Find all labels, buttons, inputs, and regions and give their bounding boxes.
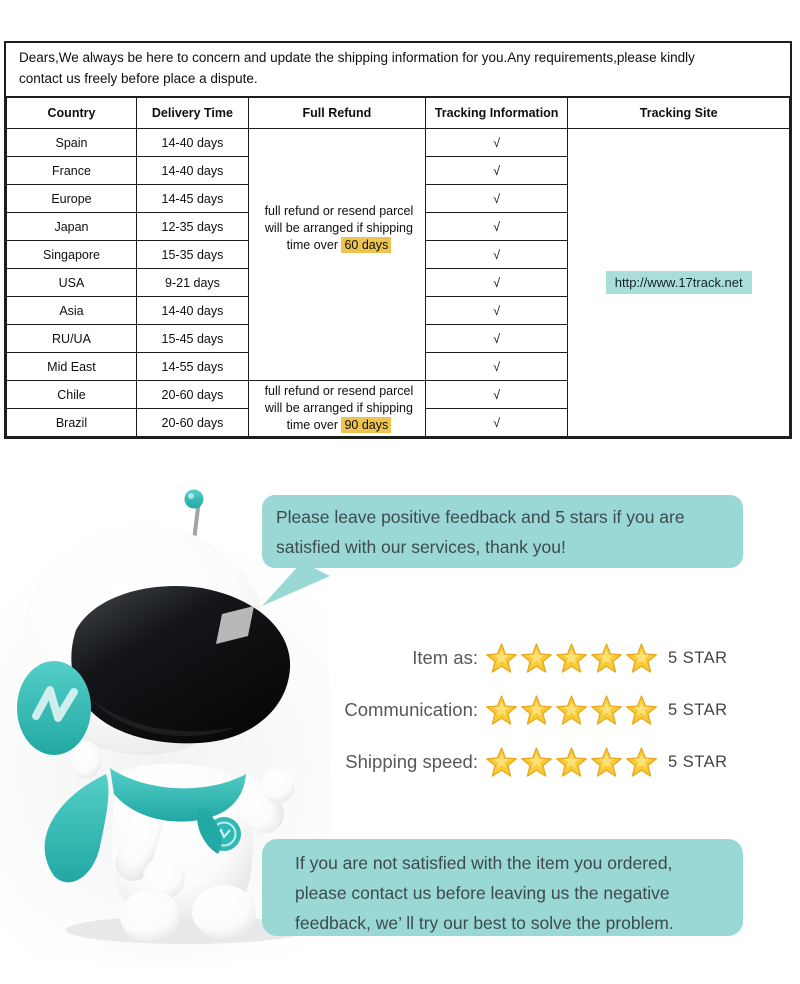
- tracking-site-link[interactable]: http://www.17track.net: [606, 271, 752, 294]
- column-header-tracking-information: Tracking Information: [425, 98, 568, 129]
- star-icon: [590, 642, 623, 675]
- speech-bubble-tail: [256, 560, 346, 608]
- rating-row: [330, 684, 800, 736]
- robot-jaw: [71, 741, 101, 779]
- column-header-tracking-site: Tracking Site: [568, 98, 790, 129]
- country-cell: Mid East: [7, 353, 137, 381]
- bubble-line: Please leave positive feedback and 5 stars if you are: [276, 507, 685, 527]
- rating-section: [330, 632, 800, 788]
- column-header-delivery-time: Delivery Time: [136, 98, 248, 129]
- delivery-time-cell: 14-55 days: [136, 353, 248, 381]
- feedback-request-bubble: [262, 495, 743, 568]
- delivery-time-cell: 15-35 days: [136, 241, 248, 269]
- tracking-checkmark-cell: √: [425, 325, 568, 353]
- tracking-checkmark-cell: √: [425, 269, 568, 297]
- tracking-checkmark-cell: √: [425, 353, 568, 381]
- tracking-checkmark-cell: √: [425, 409, 568, 437]
- intro-line: Dears,We always be here to concern and update the shipping information for you.Any requirements,please kindly: [19, 50, 695, 65]
- tracking-checkmark-cell: √: [425, 297, 568, 325]
- headphone-ear: [17, 661, 91, 755]
- country-cell: RU/UA: [7, 325, 137, 353]
- rating-row: [330, 736, 800, 788]
- robot-right-foot: [192, 885, 256, 939]
- star-rating: [485, 746, 658, 779]
- star-rating: [485, 642, 658, 675]
- country-cell: Europe: [7, 185, 137, 213]
- dissatisfaction-note-box: [262, 839, 743, 936]
- country-cell: Brazil: [7, 409, 137, 437]
- table-row: [7, 129, 790, 157]
- robot-left-foot: [120, 890, 180, 942]
- note-line: please contact us before leaving us the negative: [295, 883, 670, 903]
- delivery-time-cell: 20-60 days: [136, 409, 248, 437]
- shipping-info-card: [4, 41, 792, 439]
- star-icon: [485, 746, 518, 779]
- star-icon: [625, 694, 658, 727]
- note-line: If you are not satisfied with the item you ordered,: [295, 853, 673, 873]
- rating-suffix: 5 STAR: [668, 700, 728, 719]
- tracking-site-cell: [568, 129, 790, 437]
- country-cell: Spain: [7, 129, 137, 157]
- delivery-time-cell: 20-60 days: [136, 381, 248, 409]
- rating-suffix: 5 STAR: [668, 648, 728, 667]
- country-cell: Asia: [7, 297, 137, 325]
- tracking-checkmark-cell: √: [425, 185, 568, 213]
- tracking-checkmark-cell: √: [425, 213, 568, 241]
- delivery-time-cell: 12-35 days: [136, 213, 248, 241]
- full-refund-cell: full refund or resend parcel will be arranged if shipping time over 90 days: [248, 381, 425, 437]
- delivery-time-cell: 14-40 days: [136, 157, 248, 185]
- column-header-full-refund: Full Refund: [248, 98, 425, 129]
- country-cell: Japan: [7, 213, 137, 241]
- bubble-line: satisfied with our services, thank you!: [276, 537, 566, 557]
- delivery-time-cell: 14-40 days: [136, 297, 248, 325]
- country-cell: Chile: [7, 381, 137, 409]
- note-line: feedback, we’ ll try our best to solve the problem.: [295, 913, 674, 933]
- full-refund-cell: full refund or resend parcel will be arranged if shipping time over 60 days: [248, 129, 425, 381]
- intro-text: [6, 43, 790, 97]
- country-cell: Singapore: [7, 241, 137, 269]
- tracking-checkmark-cell: √: [425, 157, 568, 185]
- star-icon: [590, 746, 623, 779]
- table-header-row: [7, 98, 790, 129]
- star-icon: [625, 746, 658, 779]
- star-icon: [555, 694, 588, 727]
- delivery-time-cell: 9-21 days: [136, 269, 248, 297]
- rating-label: Item as:: [412, 647, 478, 668]
- star-icon: [520, 746, 553, 779]
- star-icon: [590, 694, 623, 727]
- tracking-checkmark-cell: √: [425, 381, 568, 409]
- intro-line: contact us freely before place a dispute.: [19, 71, 258, 86]
- tracking-checkmark-cell: √: [425, 241, 568, 269]
- star-icon: [555, 746, 588, 779]
- column-header-country: Country: [7, 98, 137, 129]
- rating-suffix: 5 STAR: [668, 752, 728, 771]
- shipping-table: [6, 97, 790, 437]
- rating-row: [330, 632, 800, 684]
- country-cell: USA: [7, 269, 137, 297]
- delivery-time-cell: 15-45 days: [136, 325, 248, 353]
- star-icon: [625, 642, 658, 675]
- star-icon: [485, 694, 518, 727]
- star-icon: [520, 694, 553, 727]
- tracking-checkmark-cell: √: [425, 129, 568, 157]
- rating-label: Communication:: [344, 699, 478, 720]
- delivery-time-cell: 14-45 days: [136, 185, 248, 213]
- rating-label: Shipping speed:: [345, 751, 478, 772]
- days-highlight: 60 days: [341, 237, 391, 253]
- delivery-time-cell: 14-40 days: [136, 129, 248, 157]
- star-icon: [520, 642, 553, 675]
- star-icon: [555, 642, 588, 675]
- days-highlight: 90 days: [341, 417, 391, 433]
- country-cell: France: [7, 157, 137, 185]
- star-icon: [485, 642, 518, 675]
- star-rating: [485, 694, 658, 727]
